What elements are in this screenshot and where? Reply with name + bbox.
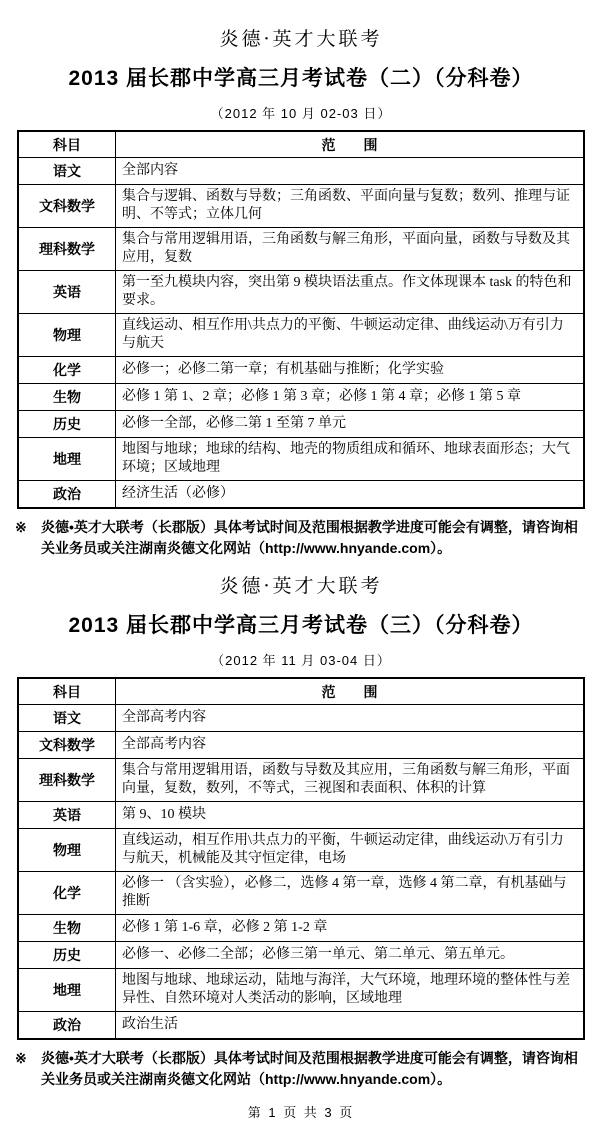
range-cell: 必修 1 第 1-6 章，必修 2 第 1-2 章 xyxy=(116,915,585,942)
range-cell: 必修 1 第 1、2 章；必修 1 第 3 章；必修 1 第 4 章；必修 1 第 5 章 xyxy=(116,384,585,411)
range-cell: 必修一 （含实验），必修二，选修 4 第一章，选修 4 第二章，有机基础与推断 xyxy=(116,872,585,915)
exam-section-3 xyxy=(0,571,602,1090)
note-marker: ※ xyxy=(15,1050,27,1066)
column-header-subject: 科目 xyxy=(18,131,116,158)
subject-cell: 地理 xyxy=(18,969,116,1012)
subject-cell: 化学 xyxy=(18,357,116,384)
range-cell: 全部高考内容 xyxy=(116,705,585,732)
table-row xyxy=(18,357,584,384)
subject-cell: 历史 xyxy=(18,411,116,438)
note-text: 炎德•英才大联考（长郡版）具体考试时间及范围根据教学进度可能会有调整，请咨询相关业务员或关注湖南炎德文化网站（http://www.hnyande.com）。 xyxy=(41,1050,578,1087)
range-cell: 必修一；必修二第一章；有机基础与推断；化学实验 xyxy=(116,357,585,384)
range-cell: 直线运动，相互作用\共点力的平衡，牛顿运动定律，曲线运动\万有引力与航天，机械能及其守恒定律，电场 xyxy=(116,829,585,872)
table-row xyxy=(18,411,584,438)
subject-cell: 英语 xyxy=(18,271,116,314)
range-cell: 集合与逻辑、函数与导数；三角函数、平面向量与复数；数列、推理与证明、不等式；立体几何 xyxy=(116,185,585,228)
range-cell: 第一至九模块内容，突出第 9 模块语法重点。作文体现课本 task 的特色和要求。 xyxy=(116,271,585,314)
subject-cell: 历史 xyxy=(18,942,116,969)
column-header-range: 范 围 xyxy=(116,131,585,158)
table-row xyxy=(18,705,584,732)
range-cell: 全部内容 xyxy=(116,158,585,185)
range-cell: 全部高考内容 xyxy=(116,732,585,759)
table-row xyxy=(18,802,584,829)
subjects-table xyxy=(17,130,585,509)
table-row xyxy=(18,481,584,509)
column-header-subject: 科目 xyxy=(18,678,116,705)
range-cell: 集合与常用逻辑用语，函数与导数及其应用，三角函数与解三角形，平面向量，复数，数列，不等式，三视图和表面积、体积的计算 xyxy=(116,759,585,802)
table-row xyxy=(18,872,584,915)
subject-cell: 政治 xyxy=(18,1012,116,1040)
table-row xyxy=(18,915,584,942)
subject-cell: 地理 xyxy=(18,438,116,481)
table-row xyxy=(18,185,584,228)
table-row xyxy=(18,829,584,872)
adjustment-note xyxy=(15,517,587,559)
table-row xyxy=(18,438,584,481)
table-row xyxy=(18,969,584,1012)
table-row xyxy=(18,1012,584,1040)
subject-cell: 理科数学 xyxy=(18,759,116,802)
table-row xyxy=(18,158,584,185)
subject-cell: 英语 xyxy=(18,802,116,829)
subject-cell: 理科数学 xyxy=(18,228,116,271)
table-row xyxy=(18,732,584,759)
range-cell: 地图与地球、地球运动，陆地与海洋，大气环境，地理环境的整体性与差异性、自然环境对人类活动的影响，区域地理 xyxy=(116,969,585,1012)
exam-title: 2013 届长郡中学高三月考试卷（二）（分科卷） xyxy=(68,67,534,90)
subject-cell: 化学 xyxy=(18,872,116,915)
exam-date: （2012 年 10 月 02-03 日） xyxy=(210,106,392,121)
range-cell: 经济生活（必修） xyxy=(116,481,585,509)
table-header-row xyxy=(18,131,584,158)
subject-cell: 生物 xyxy=(18,915,116,942)
note-text: 炎德•英才大联考（长郡版）具体考试时间及范围根据教学进度可能会有调整，请咨询相关业务员或关注湖南炎德文化网站（http://www.hnyande.com）。 xyxy=(41,519,578,556)
range-cell: 地图与地球；地球的结构、地壳的物质组成和循环、地球表面形态；大气环境；区域地理 xyxy=(116,438,585,481)
brand-text: 炎德·英才大联考 xyxy=(219,575,383,597)
subject-cell: 文科数学 xyxy=(18,185,116,228)
range-cell: 必修一、必修二全部；必修三第一单元、第二单元、第五单元。 xyxy=(116,942,585,969)
subject-cell: 生物 xyxy=(18,384,116,411)
subject-cell: 语文 xyxy=(18,705,116,732)
exam-section-2 xyxy=(0,24,602,559)
adjustment-note xyxy=(15,1048,587,1090)
subject-cell: 语文 xyxy=(18,158,116,185)
exam-title: 2013 届长郡中学高三月考试卷（三）（分科卷） xyxy=(68,614,534,637)
subject-cell: 文科数学 xyxy=(18,732,116,759)
column-header-range: 范 围 xyxy=(116,678,585,705)
table-row xyxy=(18,384,584,411)
table-row xyxy=(18,759,584,802)
range-cell: 集合与常用逻辑用语，三角函数与解三角形，平面向量，函数与导数及其应用，复数 xyxy=(116,228,585,271)
range-cell: 第 9、10 模块 xyxy=(116,802,585,829)
table-row xyxy=(18,942,584,969)
brand-text: 炎德·英才大联考 xyxy=(219,28,383,50)
range-cell: 政治生活 xyxy=(116,1012,585,1040)
subjects-table xyxy=(17,677,585,1040)
table-header-row xyxy=(18,678,584,705)
page-number: 第 1 页 共 3 页 xyxy=(247,1105,355,1120)
subject-cell: 物理 xyxy=(18,829,116,872)
range-cell: 直线运动、相互作用\共点力的平衡、牛顿运动定律、曲线运动\万有引力与航天 xyxy=(116,314,585,357)
range-cell: 必修一全部，必修二第 1 至第 7 单元 xyxy=(116,411,585,438)
subject-cell: 物理 xyxy=(18,314,116,357)
note-marker: ※ xyxy=(15,519,27,535)
table-row xyxy=(18,314,584,357)
exam-date: （2012 年 11 月 03-04 日） xyxy=(211,653,391,668)
table-row xyxy=(18,271,584,314)
subject-cell: 政治 xyxy=(18,481,116,509)
table-row xyxy=(18,228,584,271)
